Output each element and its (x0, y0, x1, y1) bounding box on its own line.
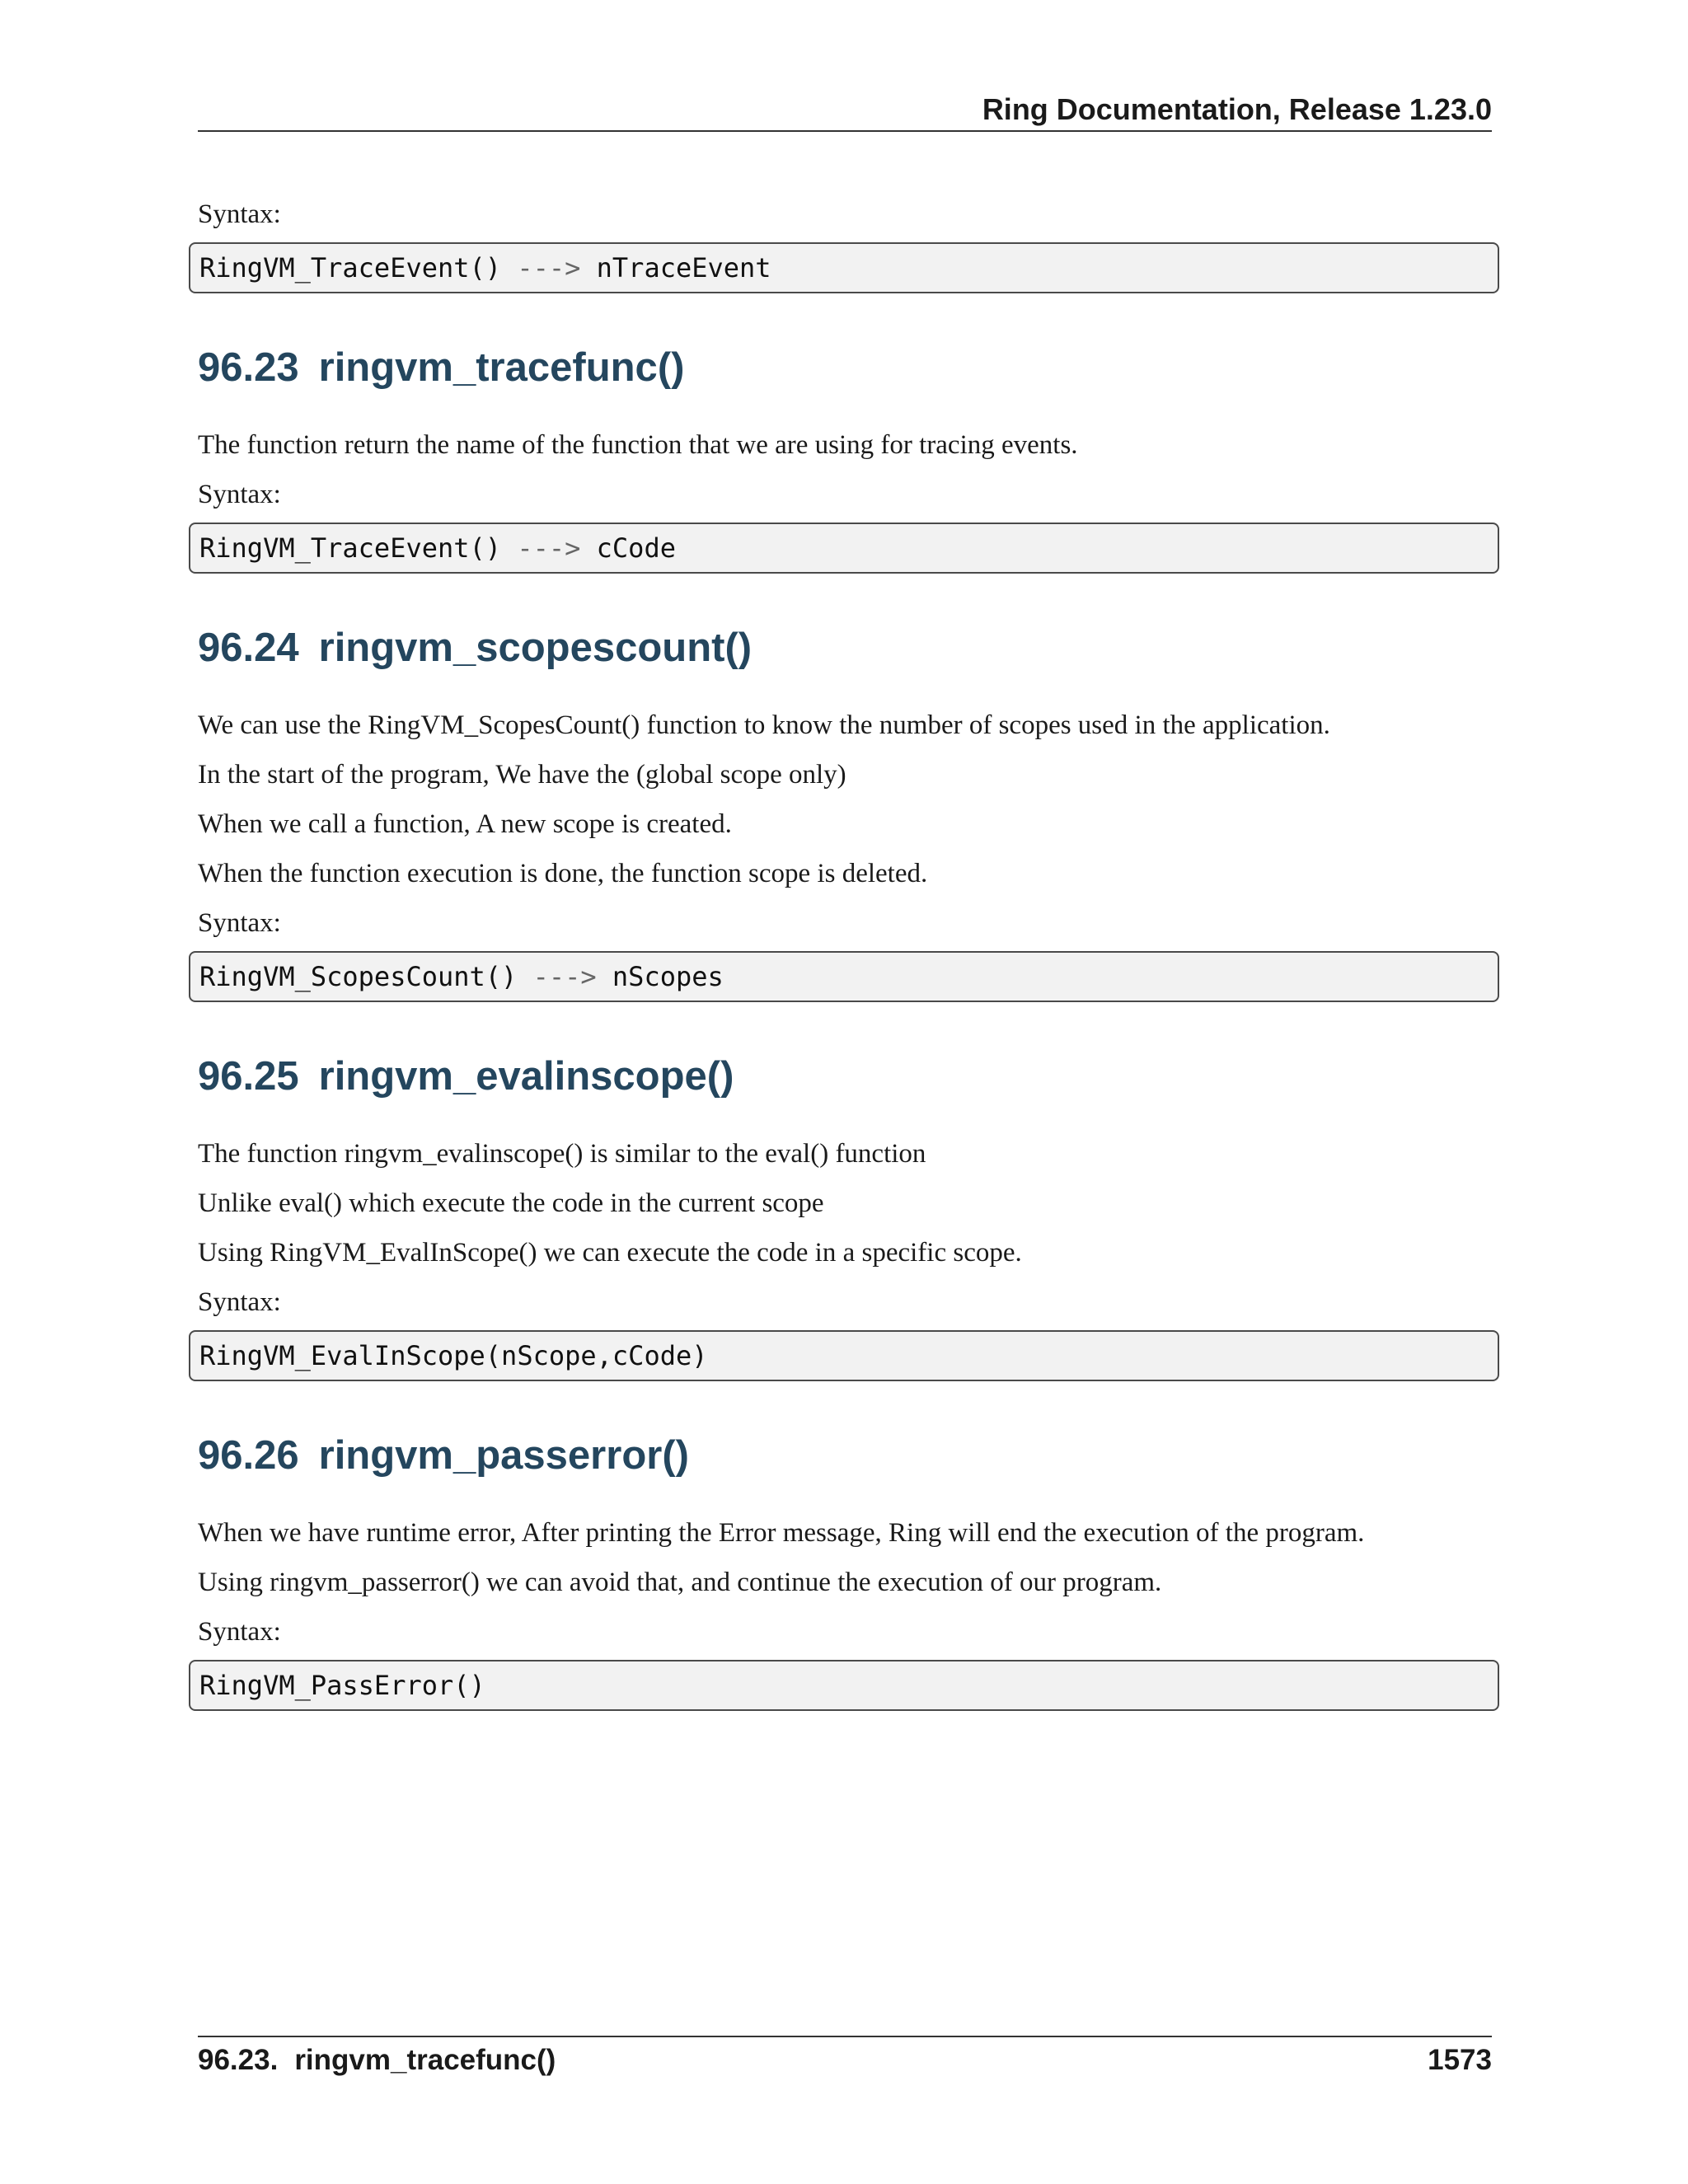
code-arrow: ---> (532, 961, 597, 992)
page-number: 1573 (1428, 2044, 1492, 2076)
section-title: ringvm_scopescount() (318, 626, 753, 670)
paragraph: In the start of the program, We have the (global scope only) (198, 760, 846, 790)
paragraph: Using RingVM_EvalInScope() we can execute the code in a specific scope. (198, 1238, 1022, 1268)
document-title: Ring Documentation, Release 1.23.0 (982, 92, 1492, 126)
paragraph: When we call a function, A new scope is created. (198, 809, 732, 839)
paragraph: The function ringvm_evalinscope() is similar to the eval() function (198, 1139, 926, 1169)
code-function: RingVM_PassError() (199, 1670, 485, 1701)
section-number: 96.23 (198, 345, 299, 390)
code-return: nTraceEvent (596, 252, 771, 284)
section-heading-96-23 (198, 343, 1492, 392)
section-heading-96-25 (198, 1052, 1492, 1101)
code-block (189, 523, 1499, 574)
paragraph: Using ringvm_passerror() we can avoid that, and continue the execution of our program. (198, 1568, 1162, 1597)
page-header (198, 89, 1492, 132)
code-function: RingVM_EvalInScope(nScope,cCode) (199, 1340, 708, 1371)
code-arrow: ---> (517, 532, 581, 564)
syntax-label: Syntax: (198, 480, 281, 509)
syntax-label: Syntax: (198, 1287, 281, 1317)
paragraph: We can use the RingVM_ScopesCount() function to know the number of scopes used in the application. (198, 710, 1330, 740)
code-return: cCode (596, 532, 676, 564)
code-block (189, 951, 1499, 1002)
code-block (189, 1330, 1499, 1381)
section-heading-96-26 (198, 1431, 1492, 1480)
section-title: ringvm_passerror() (318, 1433, 689, 1478)
section-title: ringvm_tracefunc() (318, 345, 685, 390)
paragraph: When we have runtime error, After printing the Error message, Ring will end the execution of the program. (198, 1518, 1365, 1548)
code-arrow: ---> (517, 252, 581, 284)
page-footer (198, 2036, 1492, 2087)
code-return: nScopes (612, 961, 724, 992)
code-block (189, 1660, 1499, 1711)
syntax-label: Syntax: (198, 1617, 281, 1647)
code-block (189, 242, 1499, 293)
page-content (198, 190, 1492, 1711)
footer-section-title: ringvm_tracefunc() (294, 2044, 556, 2076)
syntax-label: Syntax: (198, 908, 281, 938)
footer-section-number: 96.23. (198, 2044, 279, 2076)
syntax-label: Syntax: (198, 199, 281, 229)
section-number: 96.24 (198, 626, 299, 670)
paragraph: The function return the name of the function that we are using for tracing events. (198, 430, 1078, 460)
code-function: RingVM_TraceEvent() (199, 532, 502, 564)
code-function: RingVM_ScopesCount() (199, 961, 518, 992)
section-number: 96.26 (198, 1433, 299, 1478)
paragraph: When the function execution is done, the function scope is deleted. (198, 859, 928, 888)
footer-section (198, 2044, 556, 2077)
section-heading-96-24 (198, 623, 1492, 673)
section-title: ringvm_evalinscope() (318, 1054, 734, 1099)
section-number: 96.25 (198, 1054, 299, 1099)
code-function: RingVM_TraceEvent() (199, 252, 502, 284)
paragraph: Unlike eval() which execute the code in the current scope (198, 1188, 824, 1218)
